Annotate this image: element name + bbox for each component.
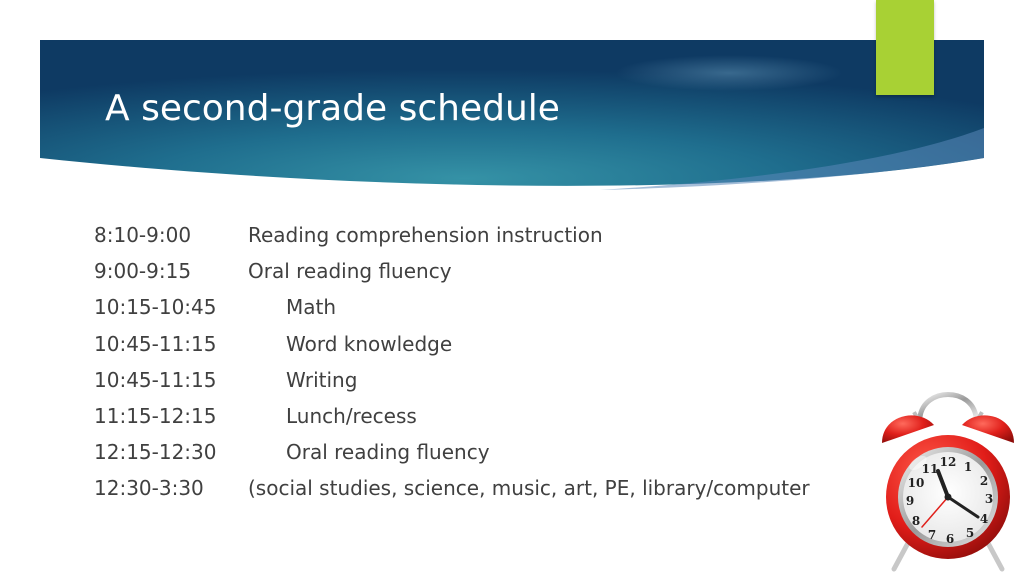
schedule-activity: Reading comprehension instruction: [248, 223, 603, 247]
schedule-time: 9:00-9:15: [94, 259, 192, 284]
schedule-activity: Oral reading fluency: [286, 440, 490, 465]
clock-numeral: 4: [979, 512, 989, 526]
alarm-clock-icon: [878, 385, 1018, 573]
schedule-activity: Oral reading fluency: [248, 259, 452, 284]
clock-numeral: 8: [911, 514, 921, 528]
clock-numeral: 2: [979, 474, 989, 488]
clock-numeral: 12: [939, 455, 957, 469]
schedule-time: 10:15-10:45: [94, 295, 217, 320]
schedule-time: 11:15-12:15: [94, 403, 217, 428]
schedule-activity: Word knowledge: [286, 331, 453, 356]
accent-tab: [876, 0, 934, 95]
slide-title: A second-grade schedule: [105, 88, 560, 129]
clock-numeral: 6: [945, 532, 955, 546]
clock-numeral: 10: [907, 476, 925, 490]
schedule-activity: Writing: [286, 367, 358, 392]
schedule-activity: (social studies, science, music, art, PE, library/computer: [248, 476, 810, 501]
clock-numeral: 11: [921, 462, 939, 476]
clock-numeral: 5: [965, 526, 975, 540]
schedule-time: 8:10-9:00: [94, 223, 192, 247]
clock-numeral: 9: [905, 494, 915, 508]
clock-numeral: 7: [927, 528, 937, 542]
schedule-time: 10:45-11:15: [94, 331, 217, 356]
schedule-time: 12:15-12:30: [94, 440, 217, 465]
clock-numeral: 3: [984, 492, 994, 506]
schedule-activity: Lunch/recess: [286, 403, 417, 428]
schedule-time: 12:30-3:30: [94, 476, 204, 501]
schedule-activity: Math: [286, 295, 337, 320]
clock-numeral: 1: [963, 460, 973, 474]
schedule-time: 10:45-11:15: [94, 367, 217, 392]
